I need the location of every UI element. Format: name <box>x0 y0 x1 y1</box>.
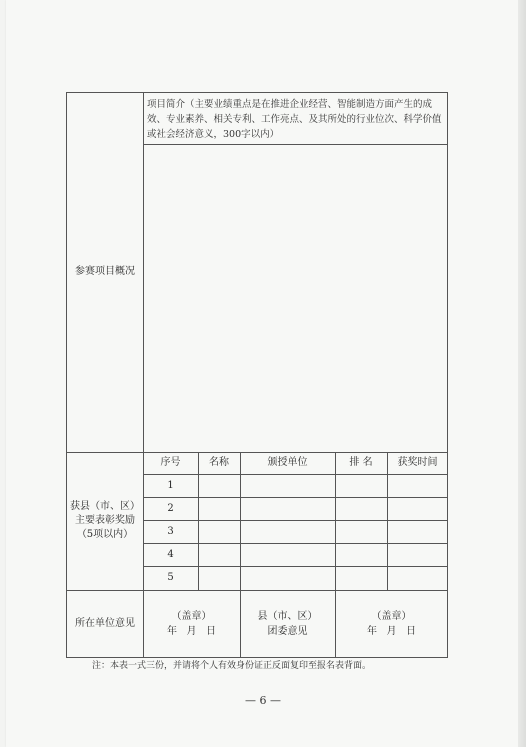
row-number: 5 <box>167 572 174 583</box>
header-index: 序号 <box>160 457 181 468</box>
seal-text: （盖章） <box>171 611 212 622</box>
header-name: 名称 <box>209 457 229 468</box>
seal-text: （盖章） <box>371 611 412 622</box>
date-text: 年 月 日 <box>166 626 217 637</box>
county-seal-cell <box>335 590 448 658</box>
project-intro-field[interactable] <box>144 145 447 451</box>
page-number: — 6 — <box>245 694 281 707</box>
footnote: 注：本表一式三份，并请将个人有效身份证正反面复印至报名表背面。 <box>92 661 372 671</box>
county-label-line2: 团委意见 <box>267 626 308 637</box>
row-number: 4 <box>167 548 174 560</box>
awards-label-line1: 获县（市、区） <box>70 501 140 512</box>
row-number: 2 <box>167 502 174 514</box>
header-issuer: 颁授单位 <box>267 457 308 468</box>
header-rank: 排 名 <box>349 457 373 468</box>
county-label-line1: 县（市、区） <box>257 611 318 622</box>
awards-label-line3: （5项以内） <box>76 529 134 540</box>
county-opinion-label <box>240 590 335 658</box>
row-number: 3 <box>167 525 174 537</box>
date-text: 年 月 日 <box>366 626 417 637</box>
awards-label-line2: 主要表彰奖励 <box>75 515 135 526</box>
project-overview-label: 参赛项目概况 <box>75 266 135 277</box>
header-award-time: 获奖时间 <box>397 457 438 468</box>
page-edge <box>518 0 526 747</box>
project-intro-text: 项目简介（主要业绩重点是在推进企业经营、智能制造方面产生的成效、专业素养、相关专利、工作亮点、及其所处的行业位次、科学价值或社会经济意义，300字以内） <box>147 99 442 140</box>
unit-opinion-label: 所在单位意见 <box>75 618 135 629</box>
unit-seal-cell <box>143 590 240 658</box>
awards-label <box>67 452 143 590</box>
row-number: 1 <box>167 479 174 491</box>
